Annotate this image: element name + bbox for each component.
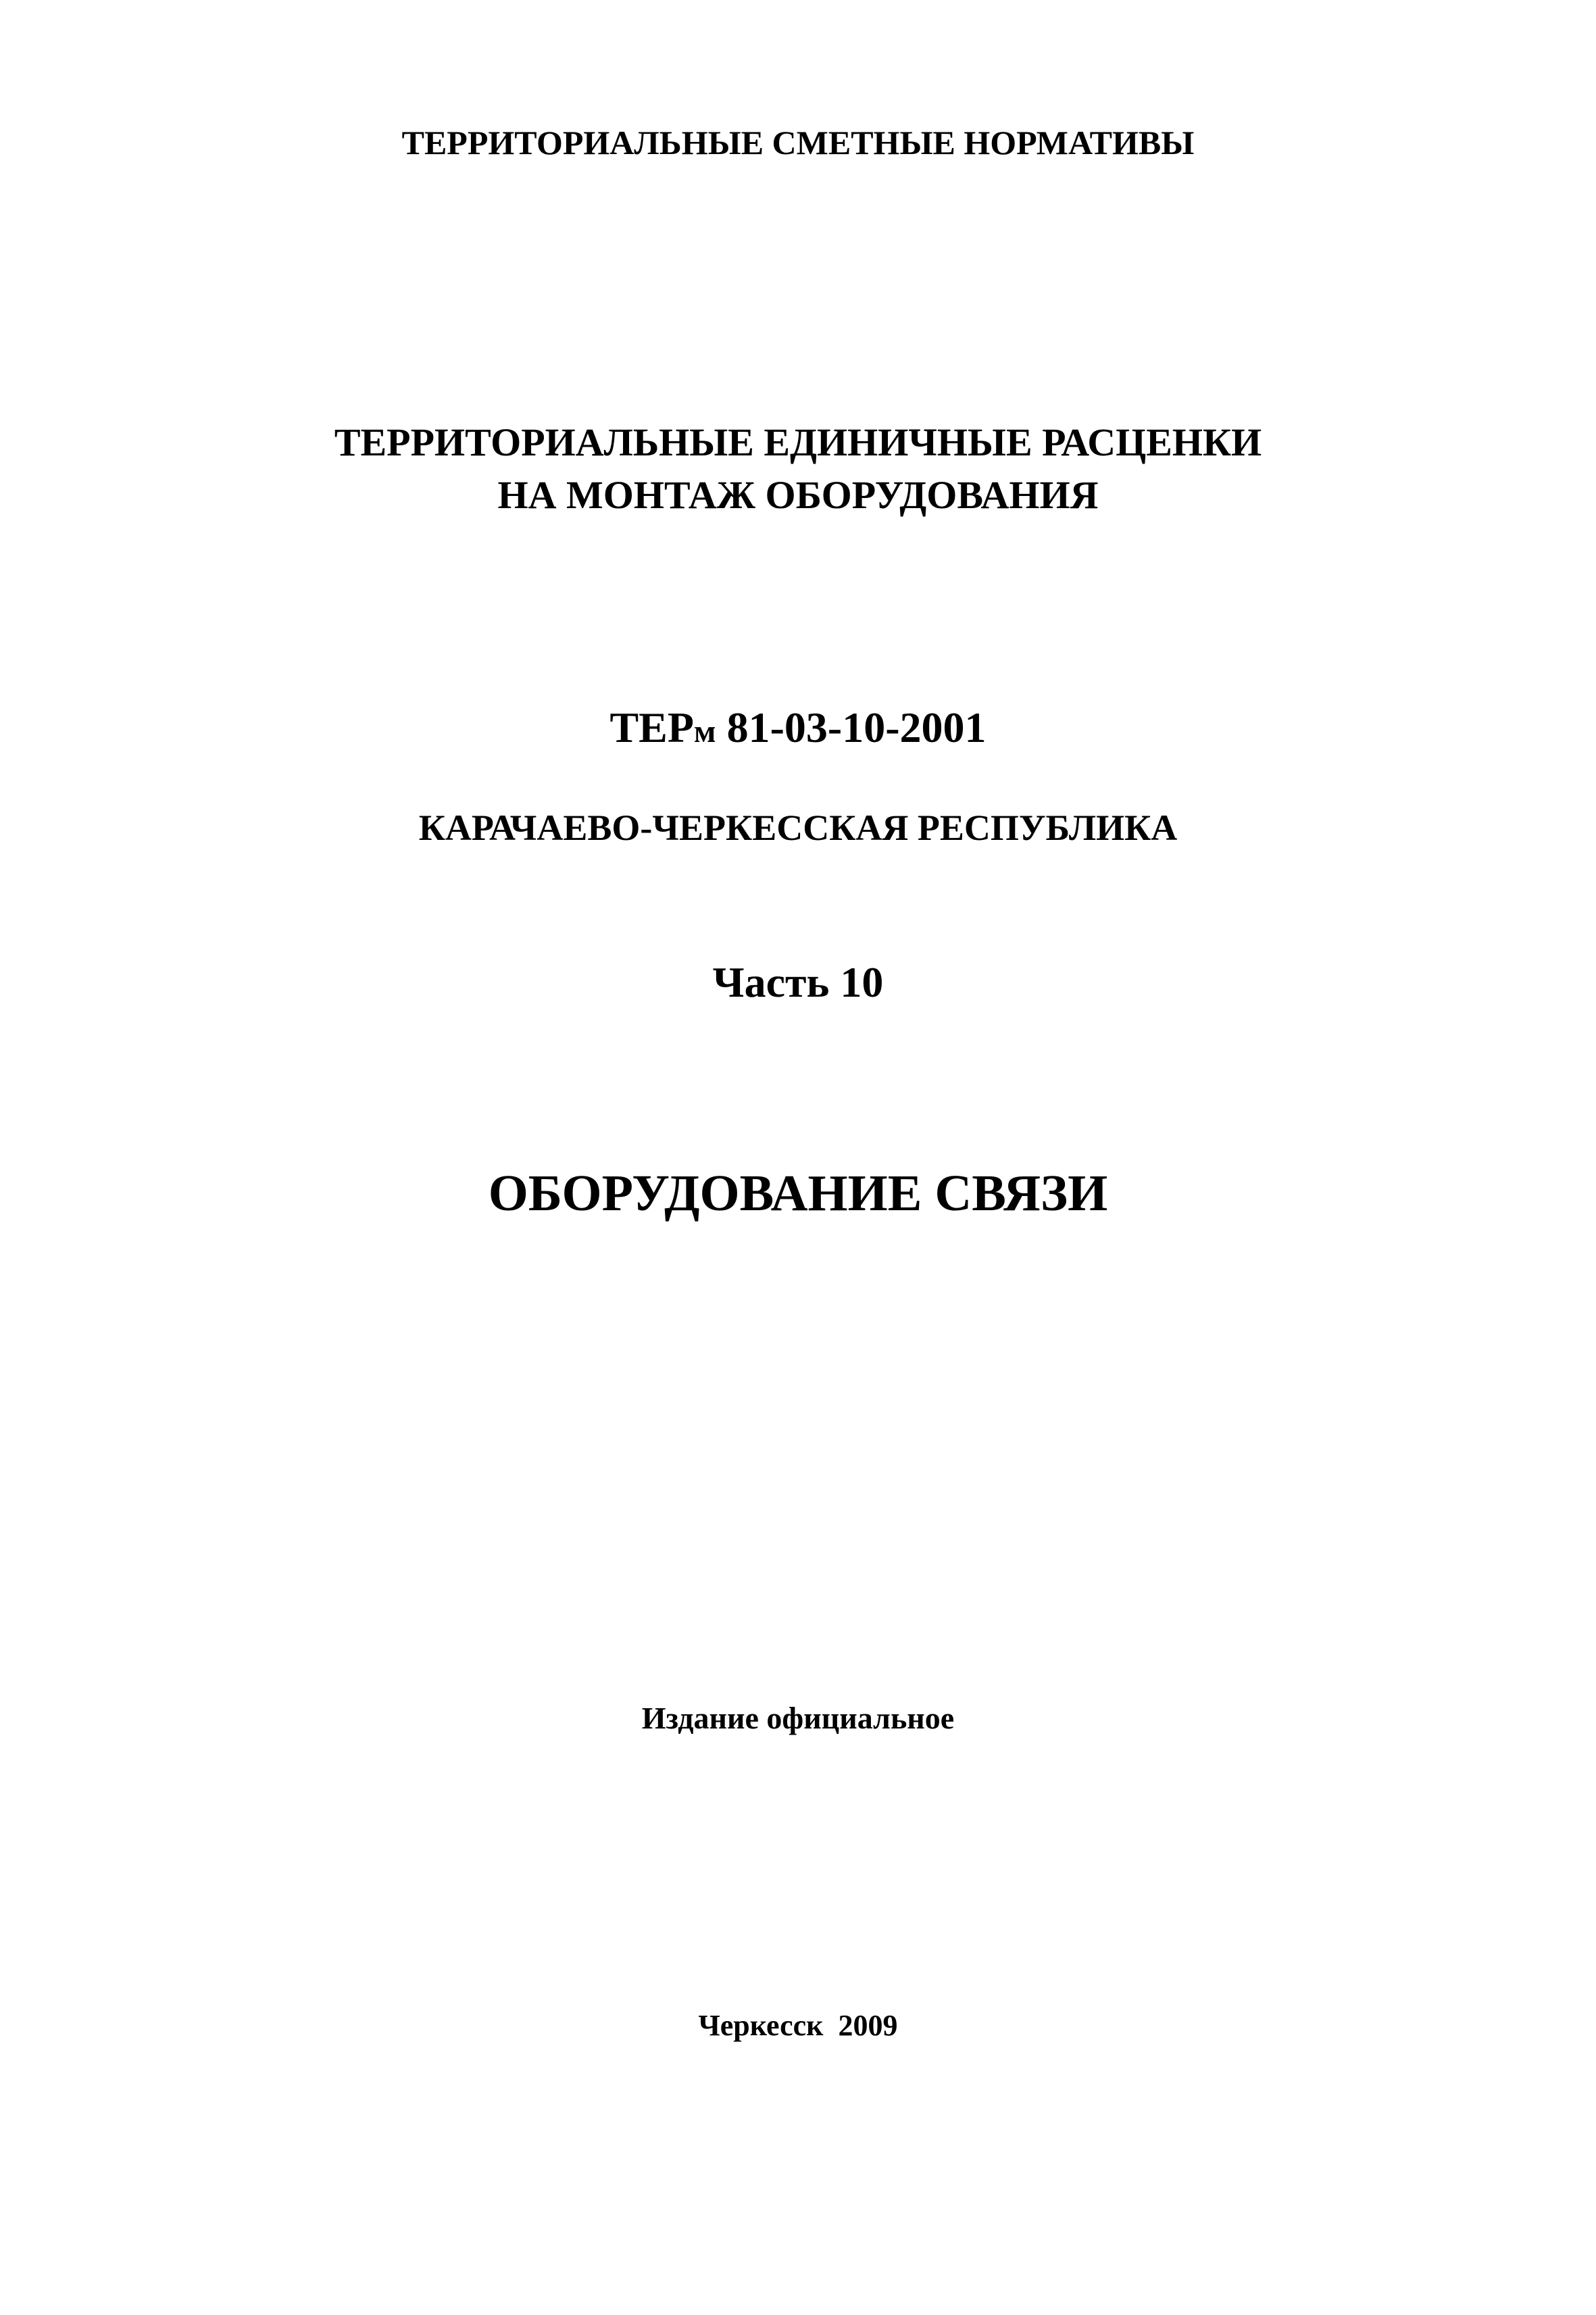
- code-suffix: м: [693, 714, 716, 749]
- edition-label: Издание официальное: [641, 1701, 955, 1735]
- imprint-year: 2009: [838, 2009, 898, 2042]
- code-number: 81-03-10-2001: [716, 703, 987, 751]
- document-title-line-2: НА МОНТАЖ ОБОРУДОВАНИЯ: [497, 473, 1099, 517]
- imprint: [0, 2011, 1596, 2041]
- code-prefix: ТЕР: [609, 703, 694, 751]
- document-title-line-1: ТЕРРИТОРИАЛЬНЫЕ ЕДИНИЧНЫЕ РАСЦЕНКИ: [334, 420, 1262, 464]
- subject-title: ОБОРУДОВАНИЕ СВЯЗИ: [488, 1165, 1108, 1222]
- document-code: [0, 703, 1596, 751]
- region-name: КАРАЧАЕВО-ЧЕРКЕССКАЯ РЕСПУБЛИКА: [418, 807, 1178, 848]
- part-number: Часть 10: [712, 958, 884, 1006]
- series-heading: ТЕРРИТОРИАЛЬНЫЕ СМЕТНЫЕ НОРМАТИВЫ: [401, 124, 1195, 161]
- imprint-city: Черкесск: [698, 2009, 824, 2042]
